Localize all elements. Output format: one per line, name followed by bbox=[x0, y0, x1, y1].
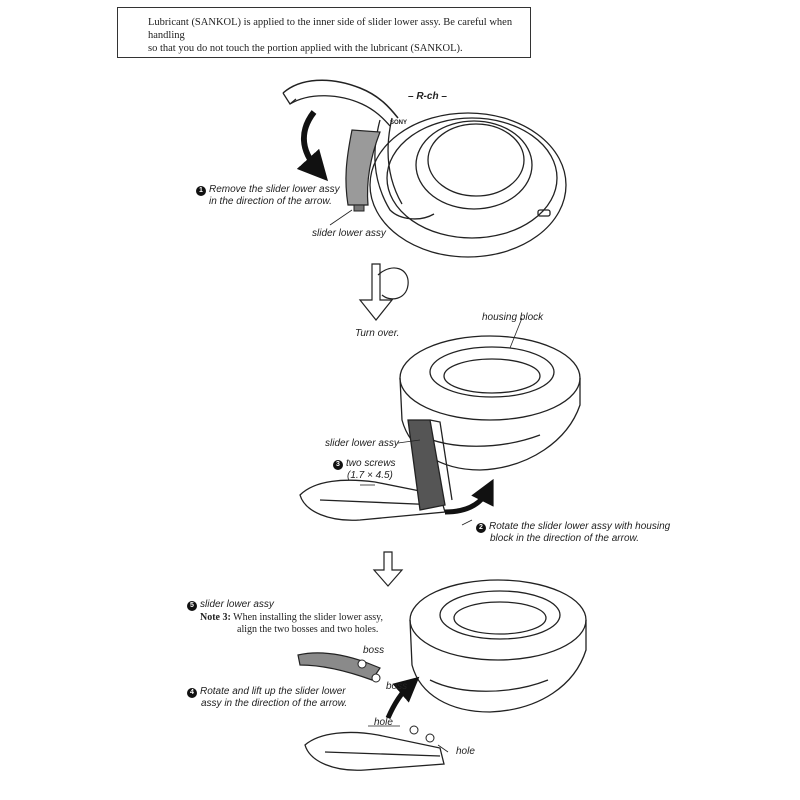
hole-label-1: hole bbox=[374, 717, 393, 728]
step1-number: 1 bbox=[196, 186, 206, 196]
figure-2-housing bbox=[300, 318, 580, 525]
step1-instruction bbox=[196, 184, 340, 196]
figure-3-install bbox=[305, 580, 586, 770]
step3-number-5: 5 bbox=[187, 601, 197, 611]
sony-logo: SONY bbox=[390, 120, 408, 126]
screws-label bbox=[333, 458, 395, 470]
screws-number: 3 bbox=[333, 460, 343, 470]
step2-part-label: slider lower assy bbox=[325, 438, 399, 449]
turn-over-arrow-icon bbox=[360, 264, 408, 320]
slider-lower-assy-install bbox=[298, 653, 380, 680]
turn-over-label: Turn over. bbox=[355, 328, 400, 339]
rotate-line-1: Rotate the slider lower assy with housing bbox=[489, 521, 671, 532]
step3-number-4: 4 bbox=[187, 688, 197, 698]
step1-line-1: Remove the slider lower assy bbox=[209, 184, 340, 195]
hole-label-2: hole bbox=[456, 746, 475, 757]
remove-arrow bbox=[304, 112, 318, 170]
note3 bbox=[200, 612, 383, 624]
step1-part-label: slider lower assy bbox=[312, 228, 386, 239]
down-arrow-icon bbox=[374, 552, 402, 586]
rotate-number: 2 bbox=[476, 523, 486, 533]
note3-line-1: When installing the slider lower assy, bbox=[233, 612, 384, 623]
lift-line-2: assy in the direction of the arrow. bbox=[201, 698, 348, 709]
step3-part bbox=[187, 599, 274, 611]
housing-block-label: housing block bbox=[482, 312, 544, 323]
channel-label: – R-ch – bbox=[408, 91, 447, 102]
screws-size: (1.7 × 4.5) bbox=[347, 470, 393, 481]
boss-label-1: boss bbox=[363, 645, 385, 656]
note-line-1: Lubricant (SANKOL) is applied to the inner side of slider lower assy. Be careful when handling bbox=[148, 17, 513, 41]
boss-label-2: boss bbox=[386, 681, 408, 692]
lift-line-1: Rotate and lift up the slider lower bbox=[200, 686, 346, 697]
step1-line-2: in the direction of the arrow. bbox=[209, 196, 332, 207]
step3-lift bbox=[187, 686, 346, 698]
note-line-2: so that you do not touch the portion applied with the lubricant (SANKOL). bbox=[148, 43, 463, 54]
step3-part-label: slider lower assy bbox=[200, 599, 274, 610]
screws-text: two screws bbox=[346, 458, 396, 469]
note3-label: Note 3: bbox=[200, 612, 231, 623]
note3-line-2: align the two bosses and two holes. bbox=[237, 624, 379, 635]
step2-rotate bbox=[476, 521, 670, 533]
rotate-line-2: block in the direction of the arrow. bbox=[490, 533, 639, 544]
